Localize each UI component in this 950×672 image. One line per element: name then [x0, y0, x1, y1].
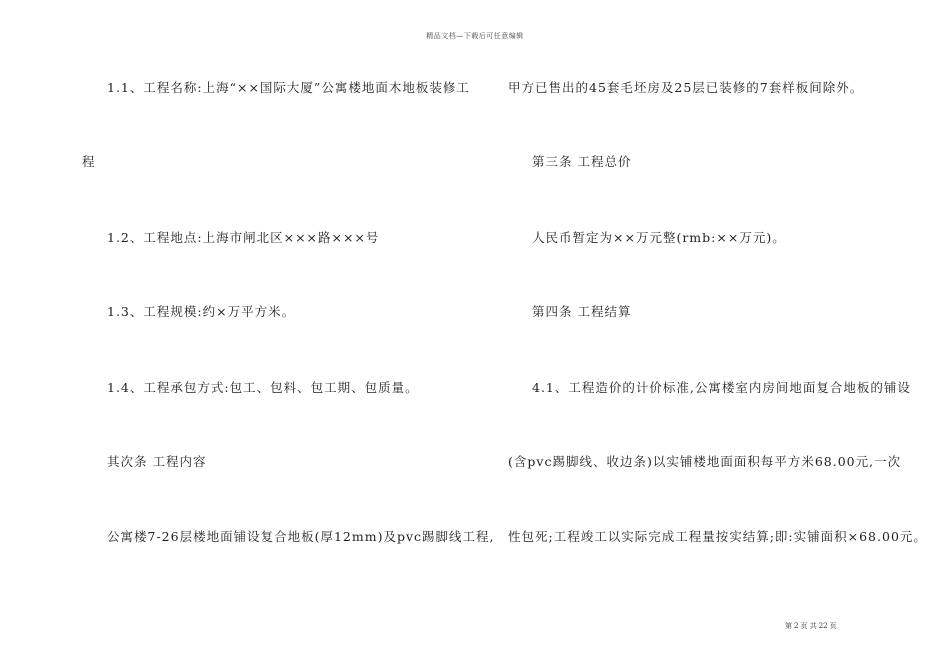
clause-1-1-continuation: 程 [82, 154, 96, 169]
page-header: 精品文档—下载后可任意编辑 [426, 32, 524, 40]
page-indicator [785, 622, 845, 631]
article-3-heading: 第三条 工程总价 [532, 154, 632, 169]
article-3-content: 人民币暂定为××万元整(rmb:××万元)。 [532, 230, 786, 245]
clause-4-1-continuation-2: 性包死;工程竣工以实际完成工程量按实结算;即:实铺面积×68.00元。 [508, 529, 927, 544]
page-label-mid: 页 共 [800, 622, 817, 630]
page-number: 2 [794, 622, 799, 630]
clause-1-1-project-name: 1.1、工程名称:上海“××国际大厦”公寓楼地面木地板装修工 [107, 80, 470, 95]
article-4-heading: 第四条 工程结算 [532, 304, 632, 319]
article-2-heading: 其次条 工程内容 [107, 454, 207, 469]
clause-1-3-project-scale: 1.3、工程规模:约×万平方米。 [107, 304, 296, 319]
article-2-content: 公寓楼7-26层楼地面铺设复合地板(厚12mm)及pvc踢脚线工程, [107, 529, 495, 544]
exclusion-note: 甲方已售出的45套毛坯房及25层已装修的7套样板间除外。 [508, 80, 864, 95]
total-pages: 22 [818, 622, 828, 630]
clause-4-1-continuation-1: (含pvc踢脚线、收边条)以实铺楼地面面积每平方米68.00元,一次 [508, 454, 902, 469]
clause-1-2-project-location: 1.2、工程地点:上海市闸北区×××路×××号 [107, 230, 380, 245]
page-label-prefix: 第 [785, 622, 792, 630]
page-label-suffix: 页 [829, 622, 837, 630]
clause-1-4-contract-method: 1.4、工程承包方式:包工、包料、包工期、包质量。 [107, 380, 419, 395]
clause-4-1-pricing-standard: 4.1、工程造价的计价标准,公寓楼室内房间地面复合地板的铺设 [532, 380, 911, 395]
